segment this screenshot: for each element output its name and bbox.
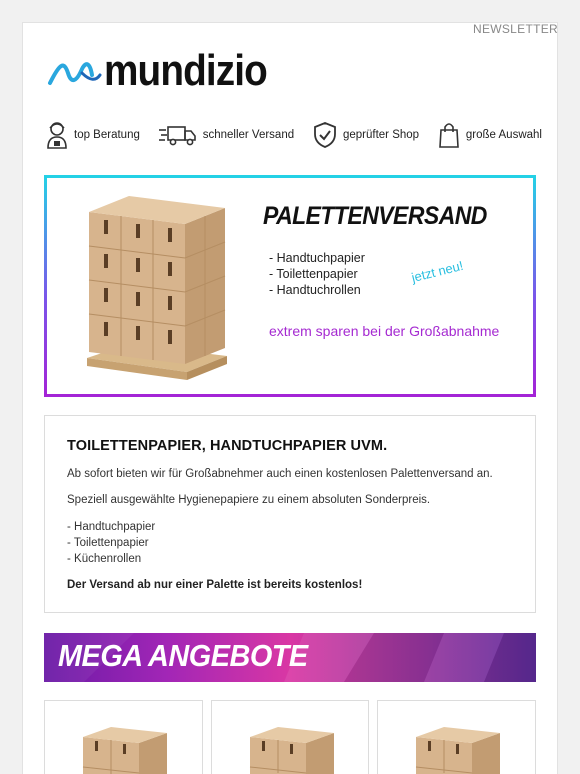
info-paragraph: Speziell ausgewählte Hygienepapiere zu einem absoluten Sonderpreis. [67, 494, 431, 506]
product-grid [44, 700, 536, 774]
banner-item: - Handtuchpapier [269, 251, 365, 265]
feature-label: geprüfter Shop [342, 129, 420, 141]
banner-tagline: extrem sparen bei der Großabnahme [269, 323, 500, 339]
shopping-bag-icon [438, 121, 460, 149]
consultant-icon [46, 121, 68, 149]
mega-offers-banner[interactable] [44, 633, 536, 682]
feature-label: große Auswahl [465, 129, 542, 141]
feature-label: top Beratung [74, 129, 140, 141]
banner-content [47, 178, 533, 394]
info-paragraph: Ab sofort bieten wir für Großabnehmer auch einen kostenlosen Palettenversand an. [67, 468, 493, 480]
info-closing: Der Versand ab nur einer Palette ist bereits kostenlos! [67, 579, 363, 591]
feature-bar [46, 118, 542, 152]
product-pallet-image-1 [79, 719, 171, 774]
info-item: - Handtuchpapier [67, 521, 156, 533]
banner-item: - Handtuchrollen [269, 283, 361, 297]
product-card[interactable] [44, 700, 203, 774]
new-badge: jetzt neu! [409, 257, 465, 286]
banner-item: - Toilettenpapier [269, 267, 358, 281]
delivery-truck-icon [159, 124, 197, 146]
newsletter-link[interactable]: NEWSLETTER [472, 22, 558, 36]
info-item: - Toilettenpapier [67, 537, 149, 549]
product-card[interactable] [377, 700, 536, 774]
feature-label: schneller Versand [202, 129, 295, 141]
feature-verified-shop [313, 121, 419, 149]
mega-title: MEGA ANGEBOTE [58, 638, 308, 673]
banner-title: PALETTENVERSAND [263, 202, 487, 230]
brand-logo[interactable] [46, 46, 289, 96]
info-item: - Küchenrollen [67, 553, 142, 565]
banner-item-list [269, 250, 365, 298]
feature-shipping [159, 124, 294, 146]
feature-selection [438, 121, 542, 149]
logo-wordmark: mundizio [104, 46, 267, 95]
info-item-list [67, 519, 513, 567]
product-pallet-image-3 [412, 719, 504, 774]
pallet-of-boxes-image [77, 188, 233, 380]
product-pallet-image-2 [246, 719, 338, 774]
feature-consulting [46, 121, 140, 149]
info-heading: TOILETTENPAPIER, HANDTUCHPAPIER UVM. [67, 438, 388, 454]
wave-logo-icon [46, 53, 102, 89]
info-section [44, 415, 536, 613]
pallet-shipping-banner[interactable] [44, 175, 536, 397]
product-card[interactable] [211, 700, 370, 774]
shield-check-icon [313, 121, 337, 149]
